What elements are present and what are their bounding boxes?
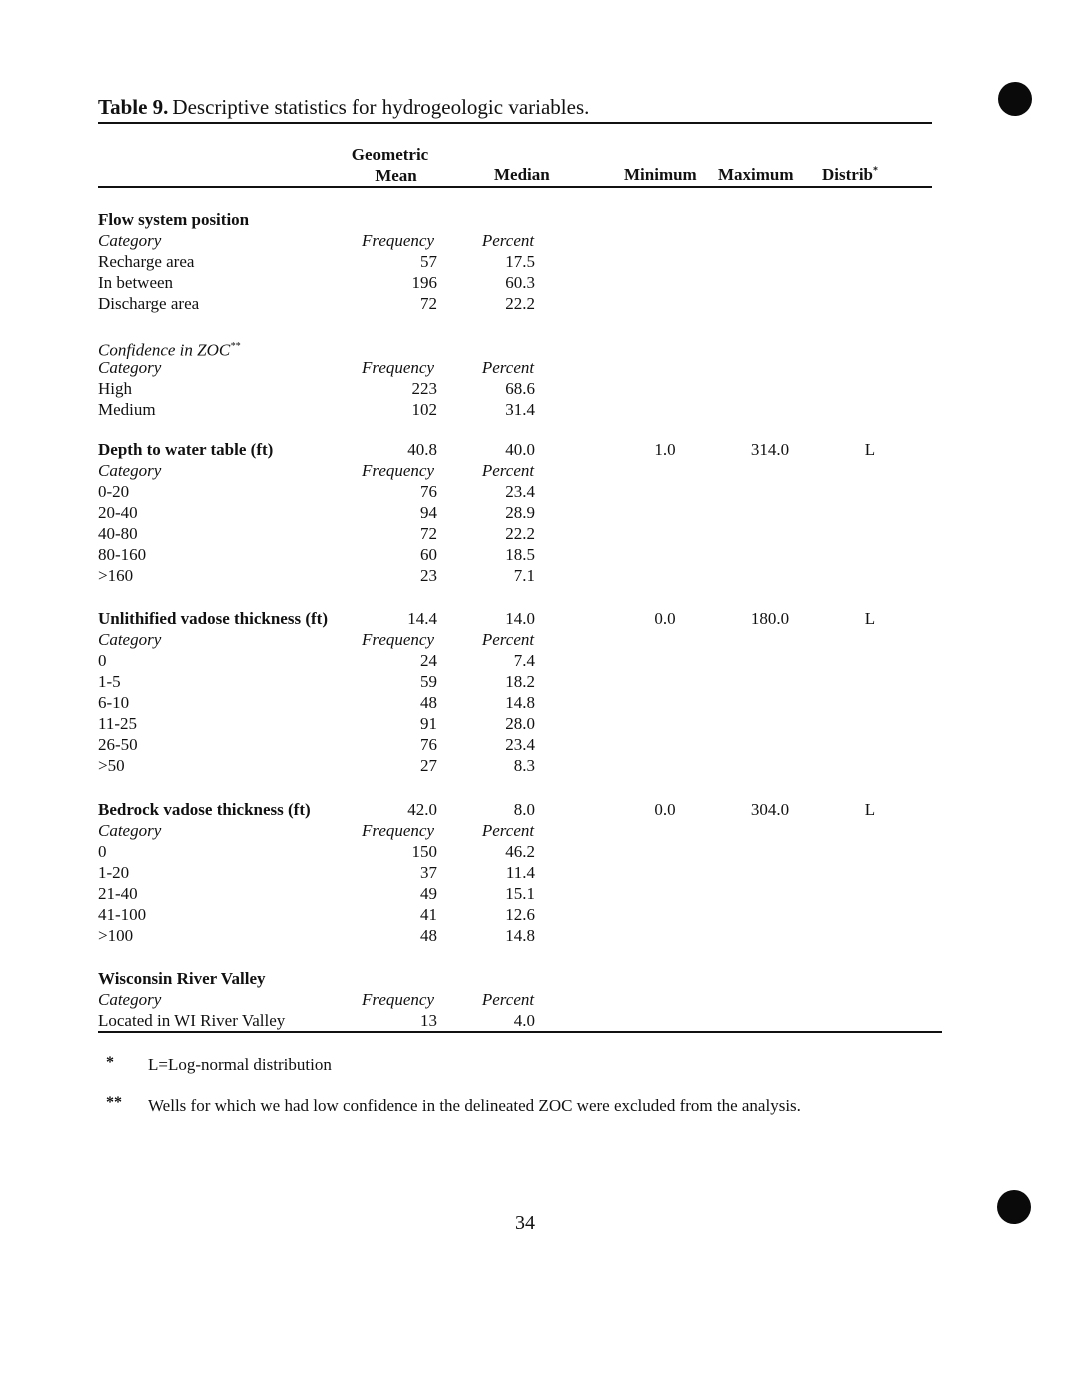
header-rule [98,186,932,188]
percent-value: 7.4 [513,651,535,670]
category-label: >50 [98,756,125,775]
category-subheader: Category [98,630,162,649]
frequency-subheader: Frequency [361,990,435,1009]
category-subheader: Category [98,990,162,1009]
category-subheader: Category [98,231,162,250]
table-number: Table 9. [98,95,169,119]
frequency-value: 41 [420,905,437,924]
section-title [98,609,328,629]
geometric-mean-value: 42.0 [407,800,437,819]
frequency-value: 76 [420,735,437,754]
percent-value: 4.0 [513,1011,535,1030]
page-number: 34 [515,1212,535,1234]
percent-value: 68.6 [505,379,535,398]
percent-value: 14.8 [505,926,535,945]
category-label: Medium [98,400,156,419]
category-subheader: Category [98,461,162,480]
category-label: 41-100 [98,905,147,924]
maximum-value: 180.0 [750,609,790,628]
footnote-1-text: L=Log-normal distribution [148,1055,332,1074]
section-title-text: Depth to water table (ft) [98,440,274,459]
category-label: 11-25 [98,714,138,733]
percent-value: 15.1 [505,884,535,903]
frequency-subheader: Frequency [361,821,435,840]
percent-value: 12.6 [505,905,535,924]
geometric-mean-value: 14.4 [407,609,437,628]
frequency-value: 102 [411,400,437,419]
frequency-value: 72 [420,294,437,313]
percent-subheader: Percent [481,990,535,1009]
frequency-value: 223 [411,379,437,398]
category-label: 20-40 [98,503,138,522]
footnote-2-mark: ** [106,1094,122,1111]
percent-subheader: Percent [481,461,535,480]
category-label: 0 [98,842,107,861]
frequency-value: 59 [420,672,437,691]
maximum-value: 304.0 [750,800,790,819]
frequency-value: 91 [420,714,437,733]
header-geometric-mean: Geometric Mean [351,145,429,185]
section-title [98,440,273,460]
category-label: Located in WI River Valley [98,1011,286,1030]
percent-value: 46.2 [505,842,535,861]
header-maximum: Maximum [718,165,794,184]
frequency-subheader: Frequency [361,231,435,250]
section-title [98,210,249,230]
category-label: 21-40 [98,884,138,903]
section-title [98,800,311,820]
percent-value: 22.2 [505,294,535,313]
category-label: >100 [98,926,134,945]
category-label: Discharge area [98,294,200,313]
header-median: Median [494,165,550,184]
frequency-value: 76 [420,482,437,501]
table-title [98,95,589,120]
frequency-value: 48 [420,926,437,945]
frequency-value: 13 [420,1011,437,1030]
footnote-1-mark: * [106,1054,114,1071]
frequency-value: 94 [420,503,437,522]
header-minimum: Minimum [624,165,697,184]
frequency-value: 23 [420,566,437,585]
binder-hole-top [998,82,1032,116]
title-rule [98,122,932,124]
frequency-value: 49 [420,884,437,903]
section-title-text: Flow system position [98,210,250,229]
frequency-value: 196 [411,273,437,292]
category-label: 0-20 [98,482,130,501]
section-title-text: Bedrock vadose thickness (ft) [98,800,311,819]
percent-value: 7.1 [513,566,535,585]
footnote-2-text: Wells for which we had low confidence in the delineated ZOC were excluded from the analysis. [148,1096,801,1115]
percent-subheader: Percent [481,358,535,377]
frequency-value: 27 [420,756,437,775]
percent-value: 17.5 [505,252,535,271]
percent-value: 11.4 [505,863,535,882]
median-value: 8.0 [513,800,535,819]
frequency-value: 57 [420,252,437,271]
percent-value: 18.2 [505,672,535,691]
percent-subheader: Percent [481,821,535,840]
minimum-value: 0.0 [654,800,676,819]
category-label: 6-10 [98,693,130,712]
category-label: In between [98,273,174,292]
percent-value: 28.0 [505,714,535,733]
category-label: >160 [98,566,134,585]
percent-value: 60.3 [505,273,535,292]
frequency-subheader: Frequency [361,358,435,377]
distribution-value: L [864,609,876,628]
category-subheader: Category [98,358,162,377]
frequency-value: 72 [420,524,437,543]
median-value: 40.0 [505,440,535,459]
section-title [98,969,266,989]
percent-value: 23.4 [505,735,535,754]
percent-subheader: Percent [481,231,535,250]
percent-value: 18.5 [505,545,535,564]
header-distrib: Distrib* [822,165,878,184]
minimum-value: 1.0 [654,440,676,459]
category-label: 26-50 [98,735,138,754]
table-bottom-rule [98,1031,942,1033]
minimum-value: 0.0 [654,609,676,628]
category-label: 40-80 [98,524,138,543]
frequency-subheader: Frequency [361,630,435,649]
category-subheader: Category [98,821,162,840]
category-label: 80-160 [98,545,147,564]
percent-value: 31.4 [505,400,535,419]
frequency-subheader: Frequency [361,461,435,480]
section-title-text: Wisconsin River Valley [98,969,266,988]
median-value: 14.0 [505,609,535,628]
frequency-value: 37 [420,863,437,882]
maximum-value: 314.0 [750,440,790,459]
category-label: 0 [98,651,107,670]
frequency-value: 60 [420,545,437,564]
frequency-value: 150 [411,842,437,861]
section-title-text: Unlithified vadose thickness (ft) [98,609,328,628]
distribution-value: L [864,440,876,459]
percent-value: 22.2 [505,524,535,543]
category-label: High [98,379,132,398]
percent-subheader: Percent [481,630,535,649]
percent-value: 8.3 [513,756,535,775]
frequency-value: 48 [420,693,437,712]
category-label: 1-20 [98,863,130,882]
table-caption: Descriptive statistics for hydrogeologic variables. [172,95,590,119]
section-title-text: Confidence in ZOC [98,340,231,360]
footnote-ref: ** [230,341,241,352]
percent-value: 14.8 [505,693,535,712]
distribution-value: L [864,800,876,819]
frequency-value: 24 [420,651,437,670]
percent-value: 23.4 [505,482,535,501]
category-label: Recharge area [98,252,195,271]
category-label: 1-5 [98,672,121,691]
percent-value: 28.9 [505,503,535,522]
geometric-mean-value: 40.8 [407,440,437,459]
